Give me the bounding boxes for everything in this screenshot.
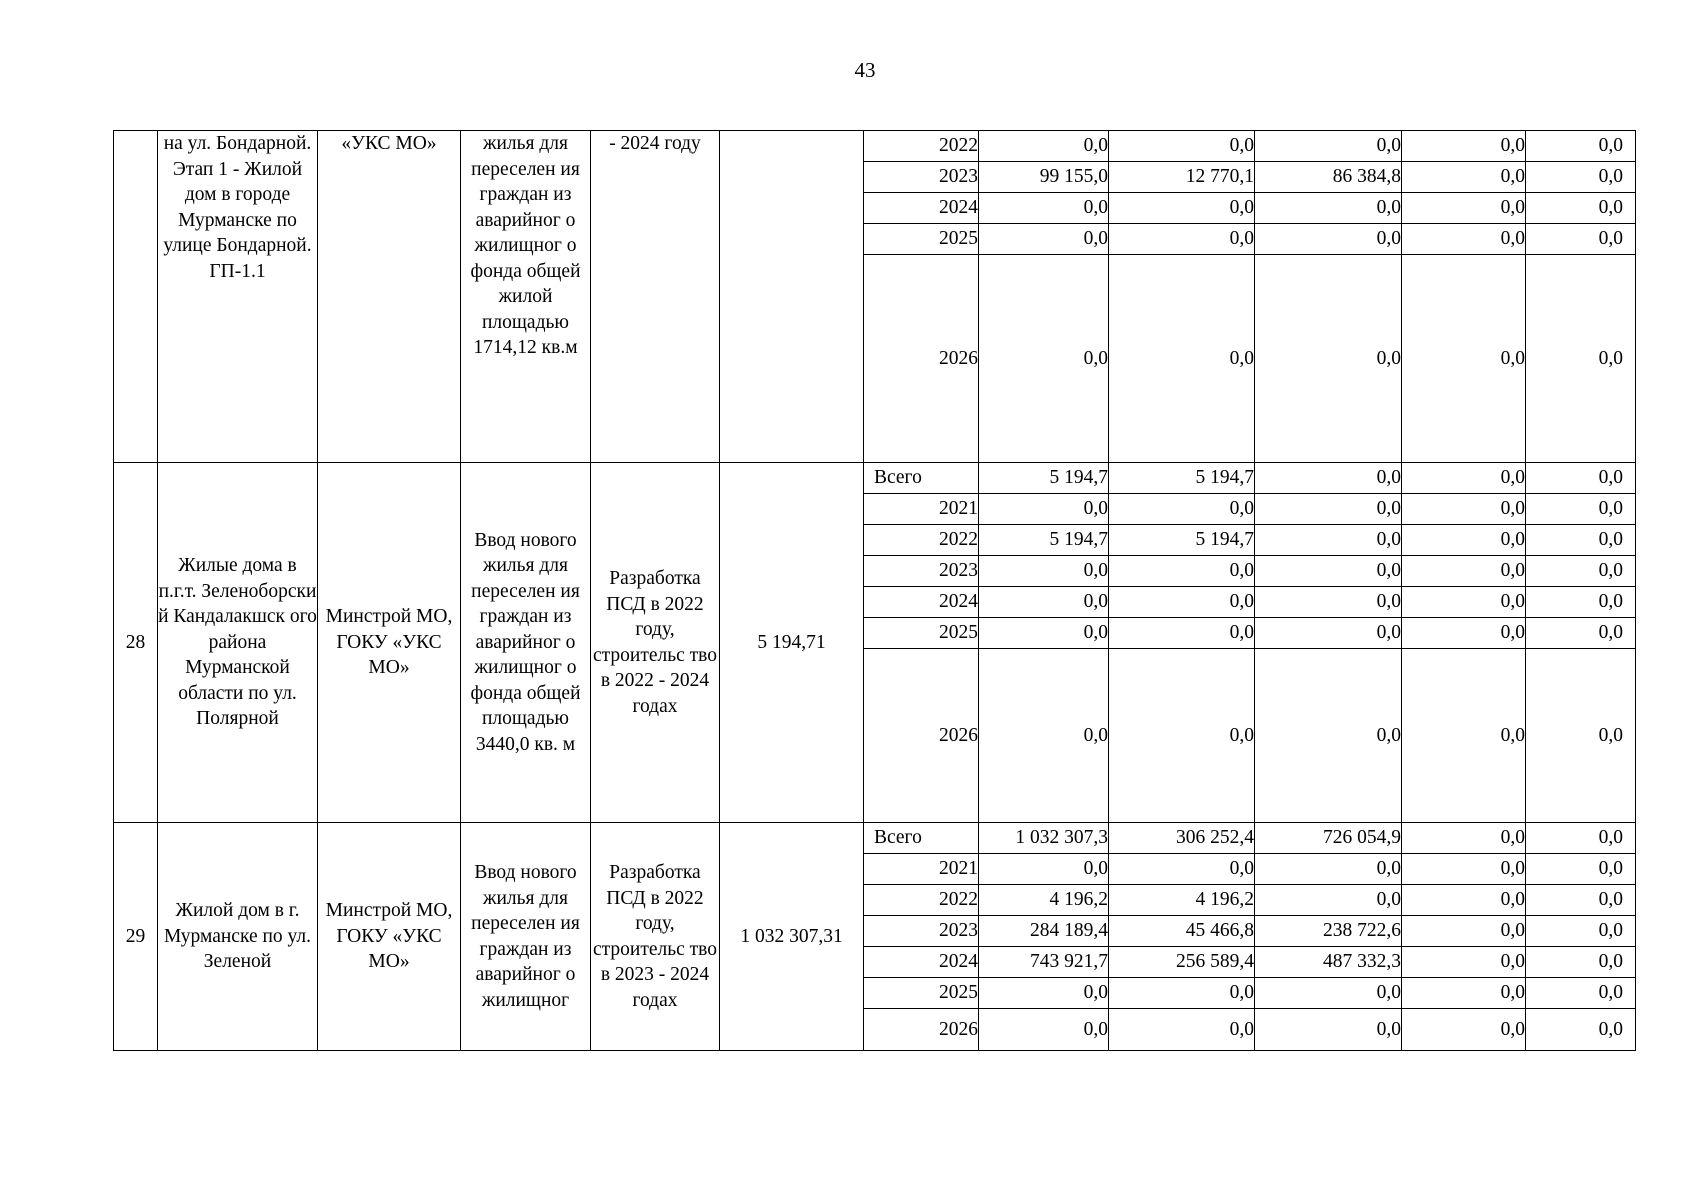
amount-total: 0,0 <box>979 618 1109 649</box>
amount-federal: 12 770,1 <box>1109 162 1255 193</box>
amount-regional: 487 332,3 <box>1255 947 1402 978</box>
year-cell: 2023 <box>864 556 979 587</box>
amount-regional: 0,0 <box>1255 193 1402 224</box>
estimated-cost: 1 032 307,31 <box>720 823 864 1051</box>
amount-total: 284 189,4 <box>979 916 1109 947</box>
amount-total: 5 194,7 <box>979 463 1109 494</box>
page-number: 43 <box>854 58 876 82</box>
amount-regional: 0,0 <box>1255 525 1402 556</box>
amount-other: 0,0 <box>1526 618 1636 649</box>
year-cell: 2022 <box>864 525 979 556</box>
amount-total: 0,0 <box>979 587 1109 618</box>
amount-other: 0,0 <box>1526 255 1636 463</box>
executor: «УКС МО» <box>318 131 461 463</box>
amount-other: 0,0 <box>1526 494 1636 525</box>
expected-result: Ввод нового жилья для переселен ия граждан из аварийног о жилищног о фонда общей площадью 3440,0 кв. м <box>461 463 591 823</box>
amount-other: 0,0 <box>1526 224 1636 255</box>
year-cell: 2026 <box>864 649 979 823</box>
amount-regional: 0,0 <box>1255 494 1402 525</box>
year-cell: Всего <box>864 463 979 494</box>
table-row <box>114 823 1636 854</box>
amount-total: 0,0 <box>979 131 1109 162</box>
implementation-terms: - 2024 году <box>591 131 720 463</box>
year-cell: 2022 <box>864 885 979 916</box>
amount-total: 0,0 <box>979 1009 1109 1051</box>
amount-total: 5 194,7 <box>979 525 1109 556</box>
amount-federal: 45 466,8 <box>1109 916 1255 947</box>
object-name: Жилые дома в п.г.т. Зеленоборски й Кандалакшск ого района Мурманской области по ул. Полярной <box>158 463 318 823</box>
amount-federal: 0,0 <box>1109 854 1255 885</box>
amount-total: 0,0 <box>979 556 1109 587</box>
amount-federal: 0,0 <box>1109 649 1255 823</box>
amount-total: 4 196,2 <box>979 885 1109 916</box>
amount-other: 0,0 <box>1526 947 1636 978</box>
amount-other: 0,0 <box>1526 978 1636 1009</box>
amount-regional: 0,0 <box>1255 224 1402 255</box>
entry-number: 28 <box>114 463 158 823</box>
amount-total: 0,0 <box>979 255 1109 463</box>
amount-local: 0,0 <box>1402 255 1526 463</box>
amount-federal: 5 194,7 <box>1109 463 1255 494</box>
amount-federal: 0,0 <box>1109 255 1255 463</box>
amount-local: 0,0 <box>1402 224 1526 255</box>
amount-other: 0,0 <box>1526 162 1636 193</box>
object-name: Жилой дом в г. Мурманске по ул. Зеленой <box>158 823 318 1051</box>
amount-regional: 0,0 <box>1255 463 1402 494</box>
amount-other: 0,0 <box>1526 556 1636 587</box>
amount-federal: 5 194,7 <box>1109 525 1255 556</box>
amount-local: 0,0 <box>1402 916 1526 947</box>
entry-number <box>114 131 158 463</box>
amount-local: 0,0 <box>1402 1009 1526 1051</box>
amount-other: 0,0 <box>1526 193 1636 224</box>
amount-other: 0,0 <box>1526 1009 1636 1051</box>
amount-federal: 0,0 <box>1109 587 1255 618</box>
amount-local: 0,0 <box>1402 618 1526 649</box>
year-cell: 2026 <box>864 1009 979 1051</box>
amount-local: 0,0 <box>1402 854 1526 885</box>
amount-federal: 4 196,2 <box>1109 885 1255 916</box>
year-cell: 2024 <box>864 947 979 978</box>
amount-other: 0,0 <box>1526 587 1636 618</box>
amount-total: 0,0 <box>979 193 1109 224</box>
amount-federal: 0,0 <box>1109 1009 1255 1051</box>
entry-number: 29 <box>114 823 158 1051</box>
amount-regional: 0,0 <box>1255 556 1402 587</box>
expected-result: жилья для переселен ия граждан из аварийног о жилищног о фонда общей жилой площадью 1714,12 кв.м <box>461 131 591 463</box>
amount-federal: 0,0 <box>1109 978 1255 1009</box>
implementation-terms: Разработка ПСД в 2022 году, строительс тво в 2022 - 2024 годах <box>591 463 720 823</box>
amount-other: 0,0 <box>1526 885 1636 916</box>
amount-regional: 0,0 <box>1255 649 1402 823</box>
amount-local: 0,0 <box>1402 525 1526 556</box>
amount-other: 0,0 <box>1526 649 1636 823</box>
amount-total: 0,0 <box>979 224 1109 255</box>
table-row <box>114 131 1636 162</box>
amount-total: 0,0 <box>979 854 1109 885</box>
amount-local: 0,0 <box>1402 649 1526 823</box>
amount-other: 0,0 <box>1526 131 1636 162</box>
year-cell: 2022 <box>864 131 979 162</box>
amount-total: 743 921,7 <box>979 947 1109 978</box>
amount-regional: 0,0 <box>1255 885 1402 916</box>
expected-result: Ввод нового жилья для переселен ия граждан из аварийног о жилищног <box>461 823 591 1051</box>
amount-local: 0,0 <box>1402 978 1526 1009</box>
year-cell: 2021 <box>864 854 979 885</box>
implementation-terms: Разработка ПСД в 2022 году, строительс тво в 2023 - 2024 годах <box>591 823 720 1051</box>
amount-regional: 0,0 <box>1255 1009 1402 1051</box>
amount-other: 0,0 <box>1526 854 1636 885</box>
amount-federal: 0,0 <box>1109 556 1255 587</box>
amount-regional: 0,0 <box>1255 854 1402 885</box>
amount-local: 0,0 <box>1402 131 1526 162</box>
year-cell: 2025 <box>864 978 979 1009</box>
amount-other: 0,0 <box>1526 916 1636 947</box>
amount-local: 0,0 <box>1402 463 1526 494</box>
amount-federal: 0,0 <box>1109 494 1255 525</box>
year-cell: 2023 <box>864 916 979 947</box>
amount-local: 0,0 <box>1402 162 1526 193</box>
amount-total: 0,0 <box>979 978 1109 1009</box>
amount-regional: 86 384,8 <box>1255 162 1402 193</box>
amount-regional: 726 054,9 <box>1255 823 1402 854</box>
amount-other: 0,0 <box>1526 463 1636 494</box>
year-cell: 2023 <box>864 162 979 193</box>
estimated-cost: 5 194,71 <box>720 463 864 823</box>
amount-local: 0,0 <box>1402 587 1526 618</box>
amount-regional: 0,0 <box>1255 587 1402 618</box>
amount-federal: 256 589,4 <box>1109 947 1255 978</box>
object-name: на ул. Бондарной. Этап 1 - Жилой дом в городе Мурманске по улице Бондарной. ГП-1.1 <box>158 131 318 463</box>
amount-total: 0,0 <box>979 649 1109 823</box>
year-cell: 2021 <box>864 494 979 525</box>
year-cell: 2024 <box>864 193 979 224</box>
amount-regional: 0,0 <box>1255 618 1402 649</box>
table-row <box>114 463 1636 494</box>
amount-federal: 0,0 <box>1109 618 1255 649</box>
financing-table <box>113 130 1636 1051</box>
year-cell: 2024 <box>864 587 979 618</box>
amount-regional: 238 722,6 <box>1255 916 1402 947</box>
amount-local: 0,0 <box>1402 193 1526 224</box>
amount-total: 0,0 <box>979 494 1109 525</box>
amount-total: 99 155,0 <box>979 162 1109 193</box>
year-cell: 2025 <box>864 618 979 649</box>
amount-regional: 0,0 <box>1255 978 1402 1009</box>
amount-local: 0,0 <box>1402 823 1526 854</box>
amount-regional: 0,0 <box>1255 255 1402 463</box>
amount-regional: 0,0 <box>1255 131 1402 162</box>
amount-local: 0,0 <box>1402 494 1526 525</box>
amount-local: 0,0 <box>1402 556 1526 587</box>
amount-total: 1 032 307,3 <box>979 823 1109 854</box>
amount-federal: 0,0 <box>1109 193 1255 224</box>
year-cell: Всего <box>864 823 979 854</box>
executor: Минстрой МО, ГОКУ «УКС МО» <box>318 463 461 823</box>
year-cell: 2025 <box>864 224 979 255</box>
amount-other: 0,0 <box>1526 823 1636 854</box>
amount-federal: 0,0 <box>1109 224 1255 255</box>
executor: Минстрой МО, ГОКУ «УКС МО» <box>318 823 461 1051</box>
amount-local: 0,0 <box>1402 947 1526 978</box>
amount-federal: 306 252,4 <box>1109 823 1255 854</box>
estimated-cost <box>720 131 864 463</box>
amount-federal: 0,0 <box>1109 131 1255 162</box>
amount-local: 0,0 <box>1402 885 1526 916</box>
year-cell: 2026 <box>864 255 979 463</box>
amount-other: 0,0 <box>1526 525 1636 556</box>
